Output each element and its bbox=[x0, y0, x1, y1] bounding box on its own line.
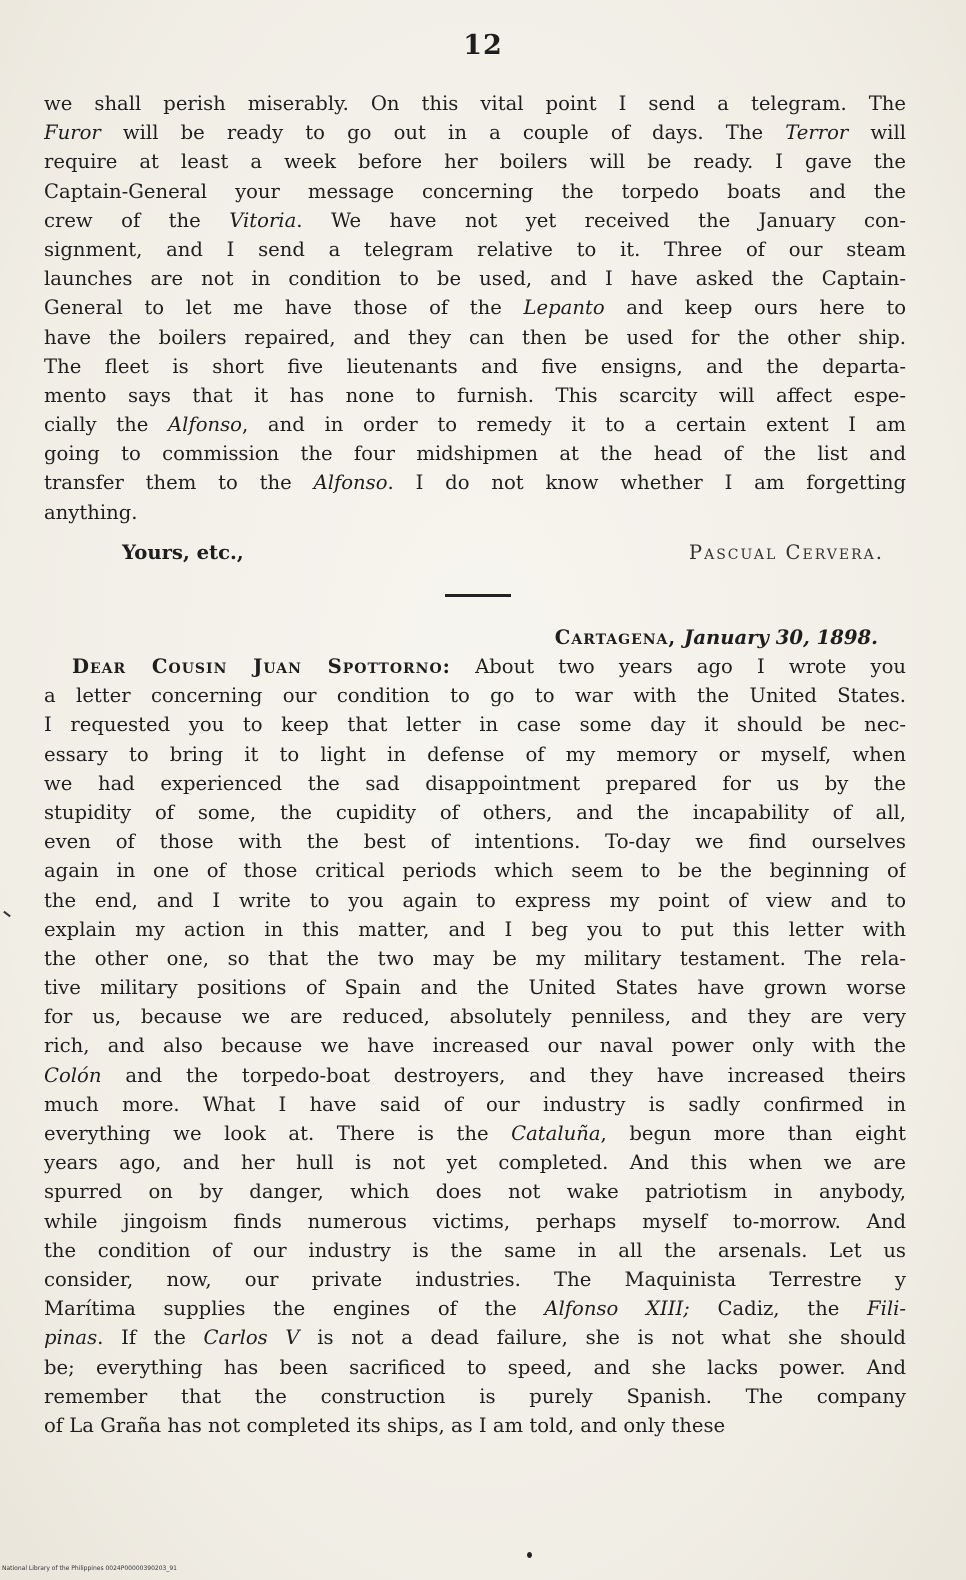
text-line bbox=[44, 468, 906, 497]
text-line bbox=[44, 1323, 906, 1352]
text-segment: signment, and I send a telegram relative to it. Three of our steam bbox=[44, 237, 906, 261]
text-line bbox=[44, 710, 906, 739]
text-segment: will bbox=[848, 121, 906, 145]
text-segment: cially the bbox=[44, 413, 169, 437]
italic-name: Terror bbox=[785, 121, 849, 145]
text-segment: rich, and also because we have increased our naval power only with the bbox=[44, 1034, 906, 1058]
text-line bbox=[44, 1090, 906, 1119]
text-segment: transfer them to the bbox=[44, 471, 314, 495]
text-line bbox=[44, 769, 906, 798]
text-segment: stupidity of some, the cupidity of others, and the incapability of all, bbox=[44, 800, 906, 824]
text-line bbox=[44, 264, 906, 293]
text-line bbox=[44, 1411, 906, 1440]
text-segment: crew of the bbox=[44, 208, 230, 232]
text-segment: General to let me have those of the bbox=[44, 296, 524, 320]
dateline bbox=[555, 623, 878, 652]
text-segment: we had experienced the sad disappointment prepared for us by the bbox=[44, 771, 906, 795]
text-segment: . If the bbox=[97, 1326, 204, 1350]
italic-name: Alfonso bbox=[313, 471, 388, 495]
text-segment: the end, and I write to you again to express my point of view and to bbox=[44, 888, 906, 912]
text-line bbox=[44, 118, 906, 147]
italic-name: Alfonso XIII; bbox=[544, 1297, 690, 1321]
italic-name: Cataluña bbox=[511, 1122, 601, 1145]
text-segment: tive military positions of Spain and the United States have grown worse bbox=[44, 976, 906, 1000]
text-segment: while jingoism finds numerous victims, perhaps myself to-morrow. And bbox=[44, 1209, 906, 1233]
text-line bbox=[44, 740, 906, 769]
text-line bbox=[44, 798, 906, 827]
text-segment: . I do not know whether I am forgetting bbox=[387, 471, 906, 495]
signature: Pascual Cervera. bbox=[688, 541, 884, 564]
text-segment: anything. bbox=[44, 500, 138, 524]
italic-name: Vitoria bbox=[229, 208, 297, 232]
text-line bbox=[44, 1353, 906, 1382]
text-line bbox=[44, 89, 906, 118]
text-line bbox=[44, 886, 906, 915]
text-line bbox=[44, 1382, 906, 1411]
text-segment: of La Graña has not completed its ships, as I am told, and only these bbox=[44, 1413, 726, 1437]
text-line bbox=[44, 681, 906, 710]
dateline-place: Cartagena, bbox=[554, 626, 677, 649]
text-segment: the condition of our industry is the same in all the arsenals. Let us bbox=[44, 1238, 906, 1262]
scan-dot bbox=[527, 1552, 532, 1558]
text-line bbox=[44, 147, 906, 176]
text-segment: be; everything has been sacrificed to speed, and she lacks power. And bbox=[44, 1355, 906, 1379]
text-line bbox=[44, 293, 906, 322]
section-divider bbox=[445, 594, 511, 597]
text-segment: have the boilers repaired, and they can then be used for the other ship. bbox=[44, 325, 906, 349]
text-segment: consider, now, our private industries. The Maquinista Terrestre y bbox=[44, 1267, 906, 1291]
text-line bbox=[44, 1148, 906, 1177]
text-line bbox=[44, 1265, 906, 1294]
text-segment: , begun more than eight bbox=[600, 1122, 906, 1145]
italic-name: Carlos V bbox=[203, 1326, 300, 1350]
text-segment: years ago, and her hull is not yet completed. And this when we are bbox=[44, 1151, 906, 1175]
text-segment: the other one, so that the two may be my military testament. The rela- bbox=[44, 946, 906, 970]
text-line bbox=[44, 1119, 906, 1148]
text-line bbox=[44, 944, 906, 973]
text-segment: Marítima supplies the engines of the bbox=[44, 1297, 545, 1321]
italic-name: Alfonso bbox=[168, 413, 242, 437]
text-line bbox=[44, 827, 906, 856]
italic-name: pinas bbox=[44, 1326, 98, 1350]
text-segment: require at least a week before her boilers will be ready. I gave the bbox=[44, 150, 906, 174]
text-line bbox=[44, 973, 906, 1002]
text-line bbox=[44, 1002, 906, 1031]
text-segment: spurred on by danger, which does not wake patriotism in anybody, bbox=[44, 1180, 906, 1204]
text-line bbox=[44, 652, 906, 681]
text-line bbox=[44, 915, 906, 944]
text-segment: going to commission the four midshipmen at the head of the list and bbox=[44, 442, 906, 466]
text-segment: a letter concerning our condition to go to war with the United States. bbox=[44, 684, 906, 708]
text-segment: . We have not yet received the January con- bbox=[296, 208, 906, 232]
text-line bbox=[44, 235, 906, 264]
text-line bbox=[44, 206, 906, 235]
text-segment: About two years ago I wrote you bbox=[450, 655, 906, 678]
italic-name: Lepanto bbox=[523, 296, 605, 320]
text-line bbox=[44, 381, 906, 410]
salutation: Dear Cousin Juan Spottorno: bbox=[72, 655, 451, 678]
text-segment: I requested you to keep that letter in case some day it should be nec- bbox=[44, 713, 906, 737]
dateline-date: January 30, 1898. bbox=[684, 626, 878, 649]
text-segment: remember that the construction is purely Spanish. The company bbox=[44, 1384, 906, 1408]
text-line bbox=[44, 410, 906, 439]
margin-mark bbox=[3, 911, 11, 918]
text-line bbox=[44, 1236, 906, 1265]
italic-name: Fili- bbox=[867, 1297, 906, 1321]
text-line bbox=[44, 498, 906, 527]
text-segment: and keep ours here to bbox=[604, 296, 906, 320]
letter-1-body bbox=[44, 89, 906, 527]
text-segment: for us, because we are reduced, absolutely penniless, and they are very bbox=[44, 1005, 906, 1029]
text-segment: again in one of those critical periods which seem to be the beginning of bbox=[44, 859, 906, 883]
text-line bbox=[44, 352, 906, 381]
text-line bbox=[44, 177, 906, 206]
text-segment: launches are not in condition to be used, and I have asked the Captain- bbox=[44, 267, 906, 291]
text-segment: mento says that it has none to furnish. This scarcity will affect espe- bbox=[44, 383, 906, 407]
text-line bbox=[44, 1294, 906, 1323]
text-line bbox=[44, 1207, 906, 1236]
text-segment: is not a dead failure, she is not what she should bbox=[299, 1326, 906, 1350]
text-segment: much more. What I have said of our industry is sadly confirmed in bbox=[44, 1092, 906, 1116]
text-segment: everything we look at. There is the bbox=[44, 1122, 512, 1145]
italic-name: Furor bbox=[44, 121, 101, 145]
text-segment: , and in order to remedy it to a certain extent I am bbox=[241, 413, 906, 437]
text-segment: essary to bring it to light in defense of my memory or myself, when bbox=[44, 742, 906, 766]
text-segment: explain my action in this matter, and I beg you to put this letter with bbox=[44, 917, 906, 941]
text-line bbox=[44, 439, 906, 468]
text-line bbox=[44, 1061, 906, 1090]
italic-name: Colón bbox=[44, 1063, 102, 1087]
library-footer: National Library of the Philippines 0024P00000390203_91 bbox=[2, 1565, 177, 1572]
text-segment: Captain-General your message concerning the torpedo boats and the bbox=[44, 179, 906, 203]
text-segment: and the torpedo-boat destroyers, and they have increased theirs bbox=[101, 1063, 906, 1087]
page-number: 12 bbox=[463, 30, 503, 61]
text-line bbox=[44, 856, 906, 885]
closing: Yours, etc., bbox=[122, 541, 244, 564]
text-line bbox=[44, 323, 906, 352]
text-segment: even of those with the best of intentions. To-day we find ourselves bbox=[44, 830, 906, 854]
text-segment: Cadiz, the bbox=[689, 1297, 867, 1321]
letter-2-body bbox=[44, 652, 906, 1440]
text-segment: will be ready to go out in a couple of days. The bbox=[100, 121, 786, 145]
text-segment: we shall perish miserably. On this vital point I send a telegram. The bbox=[44, 92, 906, 115]
text-line bbox=[44, 1031, 906, 1060]
text-segment: The fleet is short five lieutenants and five ensigns, and the departa- bbox=[44, 354, 906, 378]
text-line bbox=[44, 1177, 906, 1206]
